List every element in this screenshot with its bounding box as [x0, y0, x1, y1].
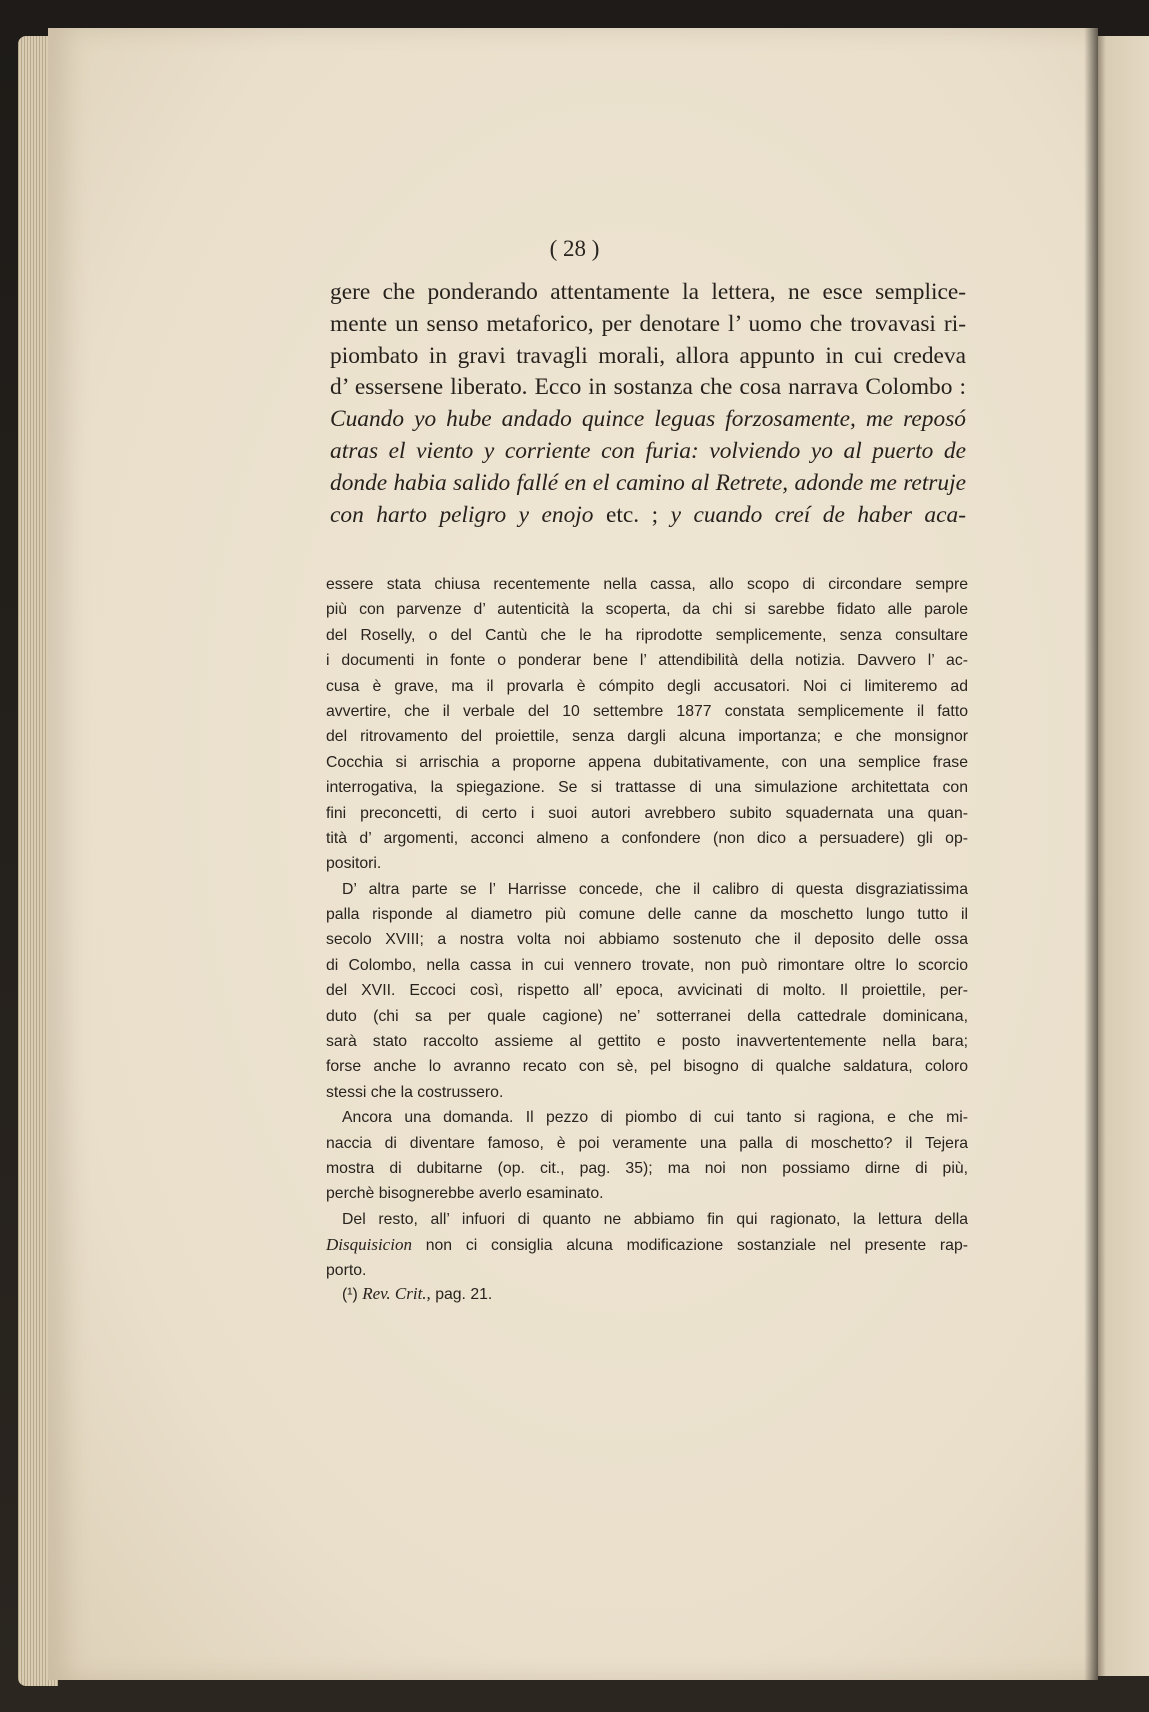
note-text: naccia di diventare famoso, è poi veramente una palla di moschetto? il Tejera	[326, 1134, 968, 1152]
footnote-marker: (¹)	[342, 1286, 358, 1303]
note-line	[326, 902, 968, 927]
note-text: i documenti in fonte o ponderar bene l’ attendibilità della notizia. Davvero l’ ac-	[326, 652, 968, 670]
note-line	[326, 699, 968, 724]
note-text: sarà stato raccolto assieme al gettito e posto inavvertentemente nella bara;	[326, 1033, 968, 1051]
italic-title: Disquisicion	[326, 1235, 412, 1255]
note-text: del ritrovamento del proiettile, senza dargli alcuna importanza; e che monsignor	[326, 728, 968, 746]
note-text: essere stata chiusa recentemente nella cassa, allo scopo di circondare sempre	[326, 576, 968, 593]
main-text-block	[330, 277, 966, 531]
note-line	[326, 1029, 968, 1054]
note-line	[326, 1080, 968, 1105]
text-line	[330, 468, 966, 500]
note-text: duto (chi sa per quale cagione) ne’ sotterranei della cattedrale dominicana,	[326, 1007, 968, 1025]
note-text: Ancora una domanda. Il pezzo di piombo di cui tanto si ragiona, e che mi-	[342, 1109, 968, 1127]
text-run: d’ essersene liberato. Ecco in sostanza che cosa narrava Colombo :	[330, 374, 966, 401]
footnote-reference: Rev. Crit.,	[362, 1284, 431, 1303]
text-run: piombato in gravi travagli morali, allora appunto in cui credeva	[330, 342, 966, 369]
note-line	[326, 572, 968, 597]
note-line	[326, 801, 968, 826]
text-run: mente un senso metaforico, per denotare l’ uomo che trovavasi ri-	[330, 310, 966, 337]
note-text: cusa è grave, ma il provarla è cómpito degli accusatori. Noi ci limiteremo ad	[326, 677, 968, 695]
note-line	[326, 750, 968, 775]
note-line	[326, 978, 968, 1003]
text-line	[330, 309, 966, 341]
note-line	[326, 623, 968, 648]
note-text: forse anche lo avranno recato con sè, pel bisogno di qualche saldatura, coloro	[326, 1058, 968, 1076]
page-number: ( 28 )	[549, 236, 600, 261]
note-line	[326, 1181, 968, 1206]
note-line	[326, 1105, 968, 1130]
note-text: D’ altra parte se l’ Harrisse concede, che il calibro di questa disgraziatissima	[342, 880, 968, 898]
gutter-shadow	[1084, 28, 1098, 1680]
note-text: stessi che la costrussero.	[326, 1083, 504, 1101]
note-line	[326, 953, 968, 978]
note-text: porto.	[326, 1261, 367, 1279]
note-line	[326, 1054, 968, 1079]
note-text: più con parvenze d’ autenticità la scoperta, da chi si sarebbe fidato alle parole	[326, 601, 968, 619]
note-line	[326, 1131, 968, 1156]
italic-quote: Cuando yo hube andado quince leguas forzosamente, me reposó	[330, 406, 966, 433]
note-line	[326, 724, 968, 749]
note-line	[326, 1156, 968, 1181]
note-line	[326, 826, 968, 851]
text-line	[330, 500, 966, 532]
note-text: di Colombo, nella cassa in cui vennero trovate, non può rimontare oltre lo scorcio	[326, 956, 968, 974]
note-text: Cocchia si arrischia a proporne appena dubitativamente, con una semplice frase	[326, 753, 968, 771]
note-text: mostra di dubitarne (op. cit., pag. 35); ma noi non possiamo dirne di più,	[326, 1159, 968, 1177]
note-line	[326, 775, 968, 800]
text-line	[330, 436, 966, 468]
note-text: secolo XVIII; a nostra volta noi abbiamo sostenuto che il deposito delle ossa	[326, 931, 968, 949]
note-line	[326, 927, 968, 952]
note-text: positori.	[326, 855, 382, 873]
note-line	[326, 851, 968, 876]
text-line	[330, 277, 966, 309]
text-line	[330, 372, 966, 404]
note-line	[326, 1004, 968, 1029]
note-text: Del resto, all’ infuori di quanto ne abbiamo fin qui ragionato, la lettura della	[342, 1210, 968, 1228]
note-text: non ci consiglia alcuna modificazione sostanziale nel presente rap-	[411, 1237, 968, 1255]
footnote	[342, 1284, 492, 1304]
note-text: palla risponde al diametro più comune delle canne da moschetto lungo tutto il	[326, 906, 968, 924]
note-text: avvertire, che il verbale del 10 settembre 1877 constata semplicemente il fatto	[326, 702, 968, 720]
note-line	[326, 597, 968, 622]
note-text: del Roselly, o del Cantù che le ha riprodotte semplicemente, senza consultare	[326, 626, 968, 644]
italic-quote: con harto peligro y enojo	[330, 501, 594, 528]
text-line	[330, 341, 966, 373]
italic-quote: atras el viento y corriente con furia: volviendo yo al puerto de	[330, 437, 966, 464]
note-text: perchè bisognerebbe averlo esaminato.	[326, 1185, 604, 1203]
note-line	[326, 1207, 968, 1232]
facing-page-edge	[1092, 36, 1149, 1676]
italic-quote: y cuando creí de haber aca-	[670, 501, 966, 528]
note-line	[326, 877, 968, 902]
note-text: fini preconcetti, di certo i suoi autori avrebbero subito squadernata una quan-	[326, 804, 968, 822]
note-line	[326, 1232, 968, 1257]
note-text: tità d’ argomenti, acconci almeno a confondere (non dico a persuadere) gli op-	[326, 829, 968, 847]
note-line	[326, 648, 968, 673]
note-line	[326, 674, 968, 699]
note-line	[326, 1258, 968, 1283]
note-text: del XVII. Eccoci così, rispetto all’ epoca, avvicinati di molto. Il proiettile, per-	[326, 982, 968, 1000]
note-text: interrogativa, la spiegazione. Se si trattasse di una simulazione architettata con	[326, 779, 968, 797]
footnote-page: pag. 21.	[435, 1286, 493, 1303]
text-run: etc. ;	[593, 501, 671, 528]
text-line	[330, 404, 966, 436]
text-run: gere che ponderando attentamente la lettera, ne esce semplice-	[330, 279, 966, 305]
italic-quote: donde habia salido fallé en el camino al Retrete, adonde me retruje	[330, 469, 966, 496]
footnote-continuation-block	[326, 572, 968, 1283]
